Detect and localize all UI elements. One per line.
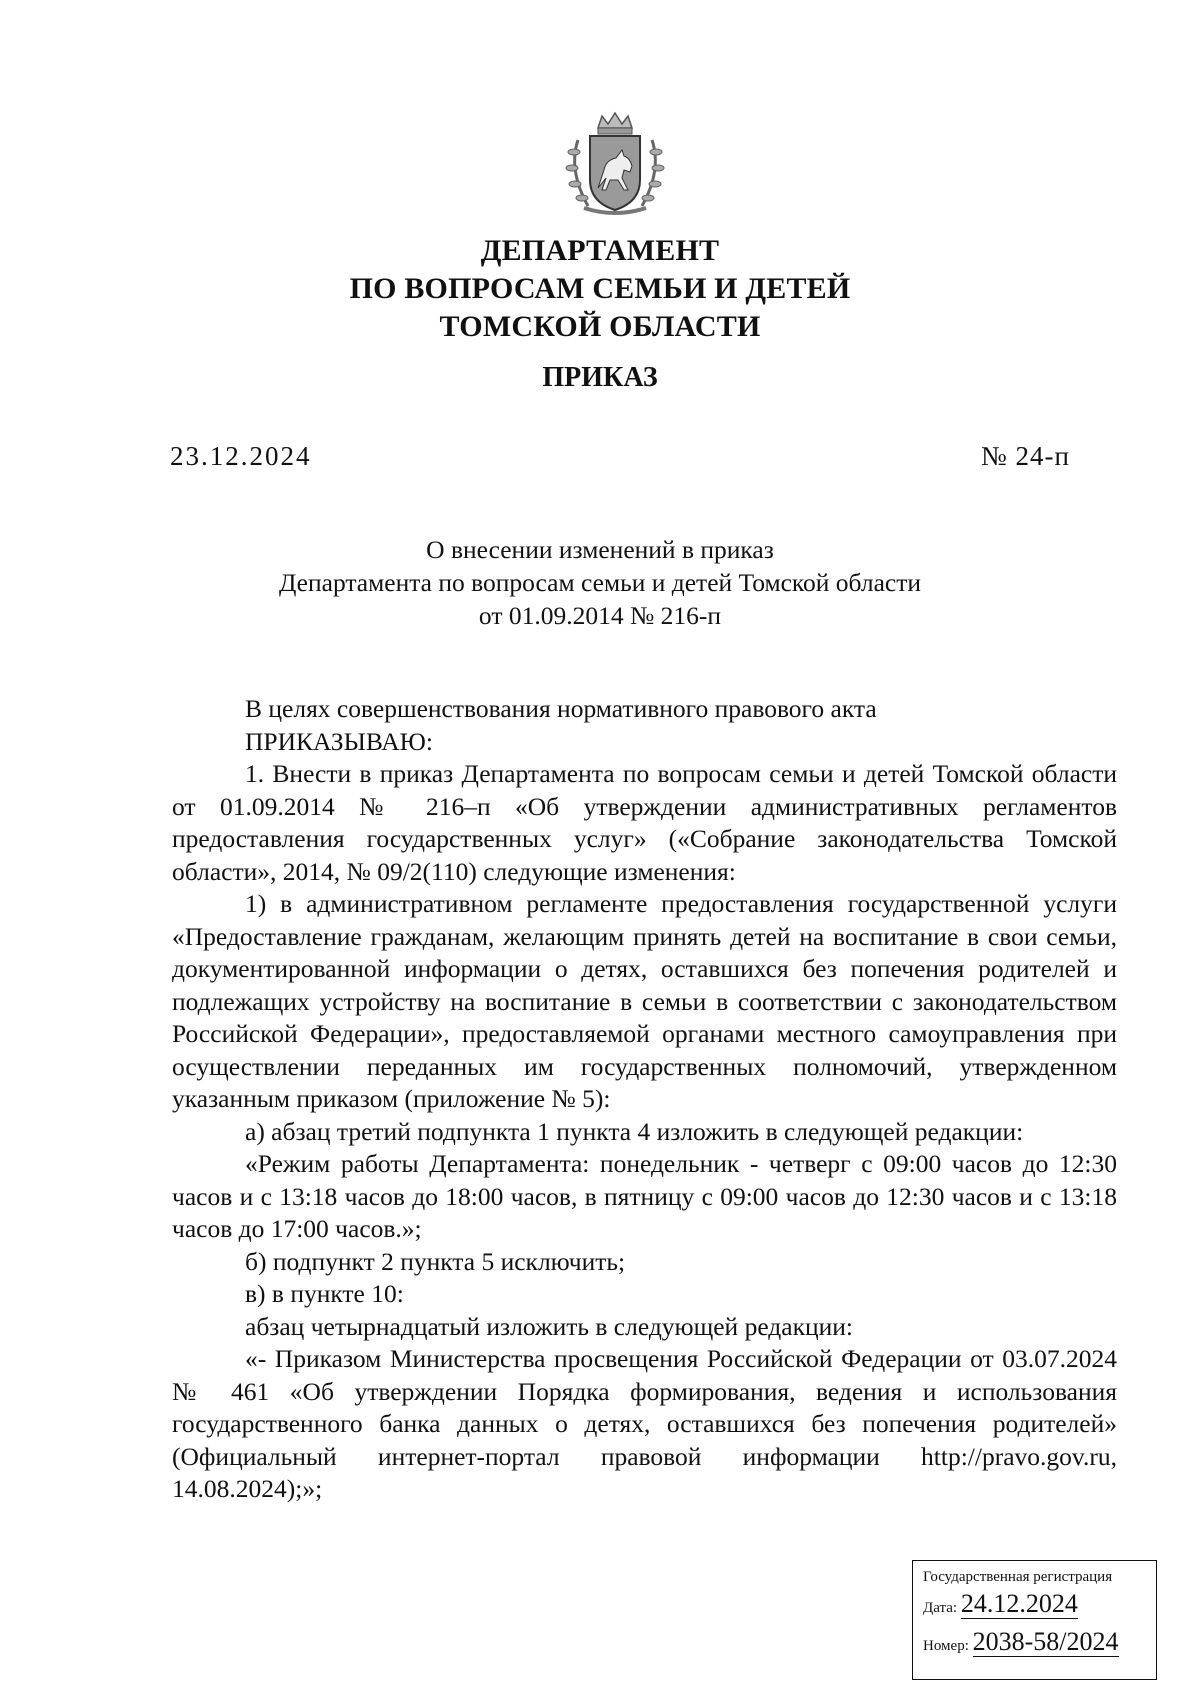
registration-stamp [912, 1560, 1157, 1680]
stamp-date-value: 24.12.2024 [960, 1589, 1078, 1618]
stamp-number-label: Номер: [923, 1638, 969, 1654]
paragraph-subitem-b: б) подпункт 2 пункта 5 исключить; [245, 1246, 626, 1276]
stamp-title: Государственная регистрация [923, 1569, 1113, 1585]
paragraph-order: ПРИКАЗЫВАЮ: [245, 726, 433, 756]
stamp-number-value: 2038-58/2024 [972, 1627, 1119, 1656]
stamp-date-row [923, 1587, 1146, 1625]
paragraph-subitem-v: в) в пункте 10: [245, 1279, 404, 1308]
document-type: ПРИКАЗ [542, 362, 658, 393]
stamp-number-row [923, 1625, 1146, 1663]
department-line-1: ДЕПАРТАМЕНТ [480, 234, 720, 267]
coat-of-arms-icon [560, 110, 670, 220]
document-subject [0, 533, 1200, 632]
paragraph-fourteenth: абзац четырнадцатый изложить в следующей редакции: [245, 1311, 854, 1341]
paragraph-ministry-order: «- Приказом Министерства просвещения Российской Федерации от 03.07.2024 № 461 «Об утверждении Порядка формирования, ведения и использования государственного банка данных о детях, оставшихся без попечения родителей» (Официальный интернет-портал правовой информации http://pravo.gov.ru, 14.08.2024);»; [172, 1344, 1117, 1503]
document-date: 23.12.2024 [170, 441, 312, 471]
subject-line-1: О внесении изменений в приказ [426, 535, 774, 564]
document-body [172, 693, 1117, 1506]
department-name [0, 232, 1200, 346]
department-line-2: ПО ВОПРОСАМ СЕМЬИ И ДЕТЕЙ [349, 272, 851, 305]
subject-line-3: от 01.09.2014 № 216-п [478, 601, 722, 630]
paragraph-working-hours: «Режим работы Департамента: понедельник - четверг с 09:00 часов до 12:30 часов и с 13:18 часов до 18:00 часов, в пятницу с 09:00 часов до 12:30 часов и с 13:18 часов до 17:00 часов.»; [172, 1149, 1117, 1243]
department-line-3: ТОМСКОЙ ОБЛАСТИ [439, 310, 761, 343]
paragraph-purpose: В целях совершенствования нормативного правового акта [245, 694, 877, 723]
paragraph-item-1: 1. Внести в приказ Департамента по вопросам семьи и детей Томской области от 01.09.2014 № 216–п «Об утверждении административных регламентов предоставления государственных услуг» («Собрание законодательства Томской области», 2014, № 09/2(110) следующие изменения: [172, 759, 1117, 886]
paragraph-subitem-1: 1) в административном регламенте предоставления государственной услуги «Предоставление гражданам, желающим принять детей на воспитание в свои семьи, документированной информации о детях, оставшихся без попечения родителей и подлежащих устройству на воспитание в семьи в соответствии с законодательством Российской Федерации», предоставляемой органами местного самоуправления при осуществлении переданных им государственных полномочий, утвержденном указанным приказом (приложение № 5): [172, 889, 1117, 1113]
subject-line-2: Департамента по вопросам семьи и детей Томской области [278, 568, 922, 597]
document-number: № 24-п [981, 441, 1070, 471]
paragraph-subitem-a: а) абзац третий подпункта 1 пункта 4 изложить в следующей редакции: [245, 1116, 1024, 1146]
stamp-date-label: Дата: [923, 1600, 958, 1616]
